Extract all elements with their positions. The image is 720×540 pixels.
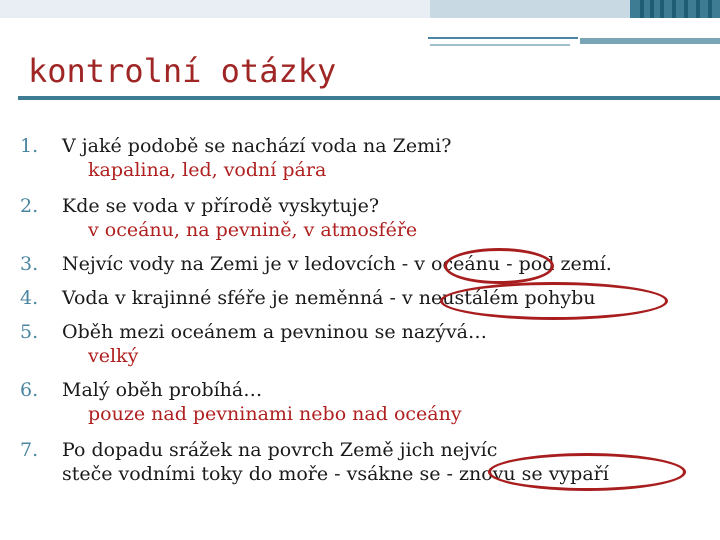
item-number: 6.	[20, 379, 39, 401]
decor-rule	[428, 37, 578, 39]
question-text: V jaké podobě se nachází voda na Zemi?	[62, 135, 452, 157]
answer-text: v oceánu, na pevnině, v atmosféře	[88, 219, 418, 241]
item-number: 2.	[20, 195, 39, 217]
decor-rule	[580, 38, 720, 44]
answer-text: kapalina, led, vodní pára	[88, 159, 327, 181]
question-text: Kde se voda v přírodě vyskytuje?	[62, 195, 380, 217]
question-text: Po dopadu srážek na povrch Země jich nejvíc	[62, 439, 498, 461]
title-underline	[18, 96, 720, 100]
item-number: 7.	[20, 439, 39, 461]
item-number: 5.	[20, 321, 39, 343]
answer-circle-pohyb	[440, 282, 668, 320]
question-text: Nejvíc vody na Zemi je v ledovcích - v oceánu - pod zemí.	[62, 253, 612, 275]
question-text-continuation: steče vodními toky do moře - vsákne se - znovu se vypaří	[62, 463, 609, 485]
question-text: Malý oběh probíhá…	[62, 379, 263, 401]
decor-rule	[430, 44, 570, 46]
item-number: 3.	[20, 253, 39, 275]
item-number: 4.	[20, 287, 39, 309]
answer-text: pouze nad pevninami nebo nad oceány	[88, 403, 462, 425]
question-text: Voda v krajinné sféře je neměnná - v neustálém pohybu	[62, 287, 596, 309]
item-number: 1.	[20, 135, 39, 157]
answer-text: velký	[88, 345, 139, 367]
answer-circle-oceanu	[444, 248, 554, 284]
slide-title: kontrolní otázky	[28, 52, 337, 90]
question-text: Oběh mezi oceánem a pevninou se nazývá…	[62, 321, 488, 343]
top-decor-bar	[0, 0, 720, 18]
answer-circle-vypari	[488, 453, 686, 491]
